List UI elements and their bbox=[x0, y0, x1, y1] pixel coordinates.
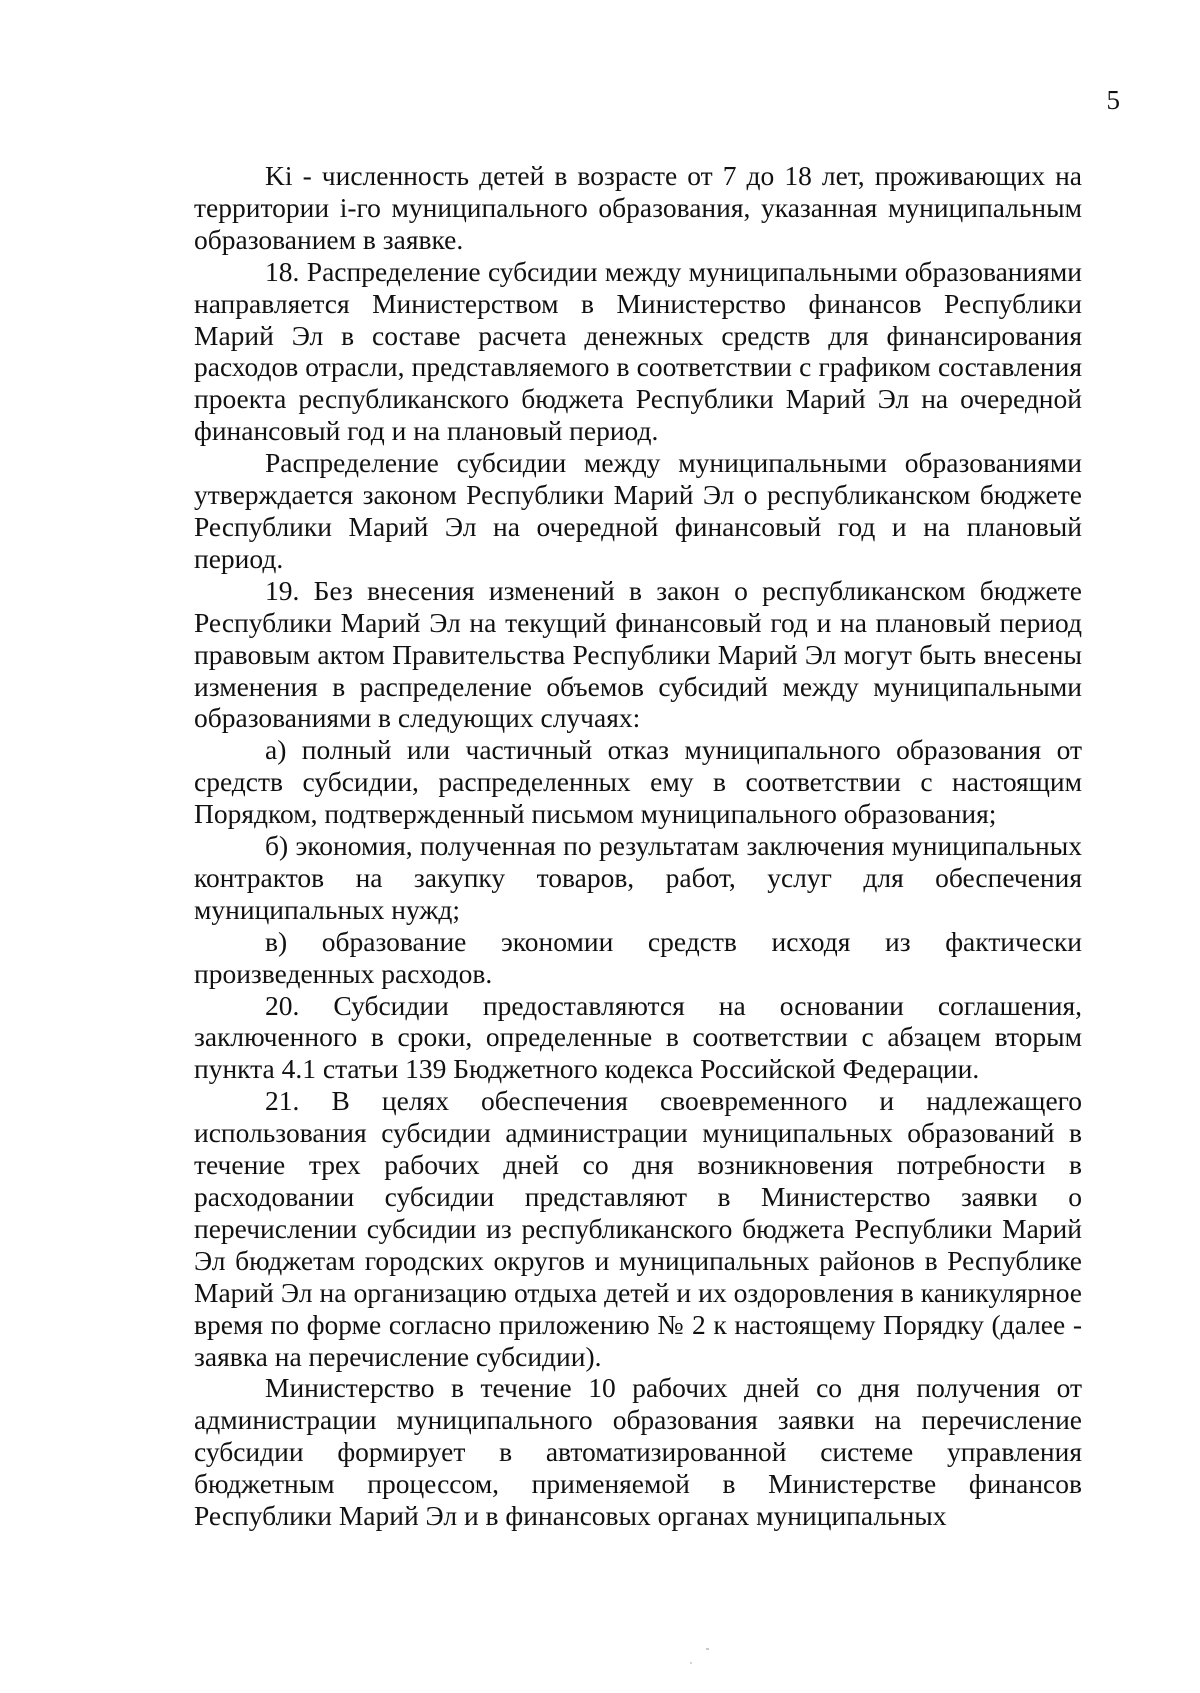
paragraph-subitem-b: б) экономия, полученная по результатам заключения муниципальных контрактов на закупку товаров, работ, услуг для обеспечения муниципальных нужд; bbox=[194, 830, 1082, 925]
paragraph-item-20: 20. Субсидии предоставляются на основании соглашения, заключенного в сроки, определенные в соответствии с абзацем вторым пункта 4.1 статьи 139 Бюджетного кодекса Российской Федерации. bbox=[194, 989, 1082, 1085]
paragraph-item-21: 21. В целях обеспечения своевременного и надлежащего использования субсидии администрации муниципальных образований в течение трех рабочих дней со дня возникновения потребности в расходовании субсидии представляют в Министерство заявки о перечислении субсидии из республиканского бюджета Республики Марий Эл бюджетам городских округов и муниципальных районов в Республике Марий Эл на организацию отдыха детей и их оздоровления в каникулярное время по форме согласно приложению № 2 к настоящему Порядку (далее - заявка на перечисление субсидии). bbox=[194, 1085, 1082, 1372]
paragraph-item-18: 18. Распределение субсидии между муниципальными образованиями направляется Министерством в Министерство финансов Республики Марий Эл в составе расчета денежных средств для финансирования расходов отрасли, представляемого в соответствии с графиком составления проекта республиканского бюджета Республики Марий Эл на очередной финансовый год и на плановый период. bbox=[194, 255, 1082, 447]
paragraph-item-19: 19. Без внесения изменений в закон о республиканском бюджете Республики Марий Эл на текущий финансовый год и на плановый период правовым актом Правительства Республики Марий Эл могут быть внесены изменения в распределение объемов субсидий между муниципальными образованиями в следующих случаях: bbox=[194, 574, 1082, 734]
paragraph-ministry-procedure: Министерство в течение 10 рабочих дней со дня получения от администрации муниципального образования заявки на перечисление субсидии формирует в автоматизированной системе управления бюджетным процессом, применяемой в Министерстве финансов Республики Марий Эл и в финансовых органах муниципальных bbox=[194, 1372, 1082, 1532]
paragraph-ki-definition: Ki - численность детей в возрасте от 7 до 18 лет, проживающих на территории i-го муниципального образования, указанная муниципальным образованием в заявке. bbox=[194, 160, 1082, 255]
document-body bbox=[194, 160, 1082, 1532]
paragraph-subitem-v: в) образование экономии средств исходя из фактически произведенных расходов. bbox=[194, 925, 1082, 989]
scan-speck bbox=[690, 1662, 692, 1664]
paragraph-distribution-approval: Распределение субсидии между муниципальными образованиями утверждается законом Республики Марий Эл о республиканском бюджете Республики Марий Эл на очередной финансовый год и на плановый период. bbox=[194, 447, 1082, 574]
paragraph-subitem-a: а) полный или частичный отказ муниципального образования от средств субсидии, распределенных ему в соответствии с настоящим Порядком, подтвержденный письмом муниципального образования; bbox=[194, 734, 1082, 830]
scan-speck bbox=[706, 1648, 709, 1650]
page-number: 5 bbox=[1106, 85, 1120, 115]
